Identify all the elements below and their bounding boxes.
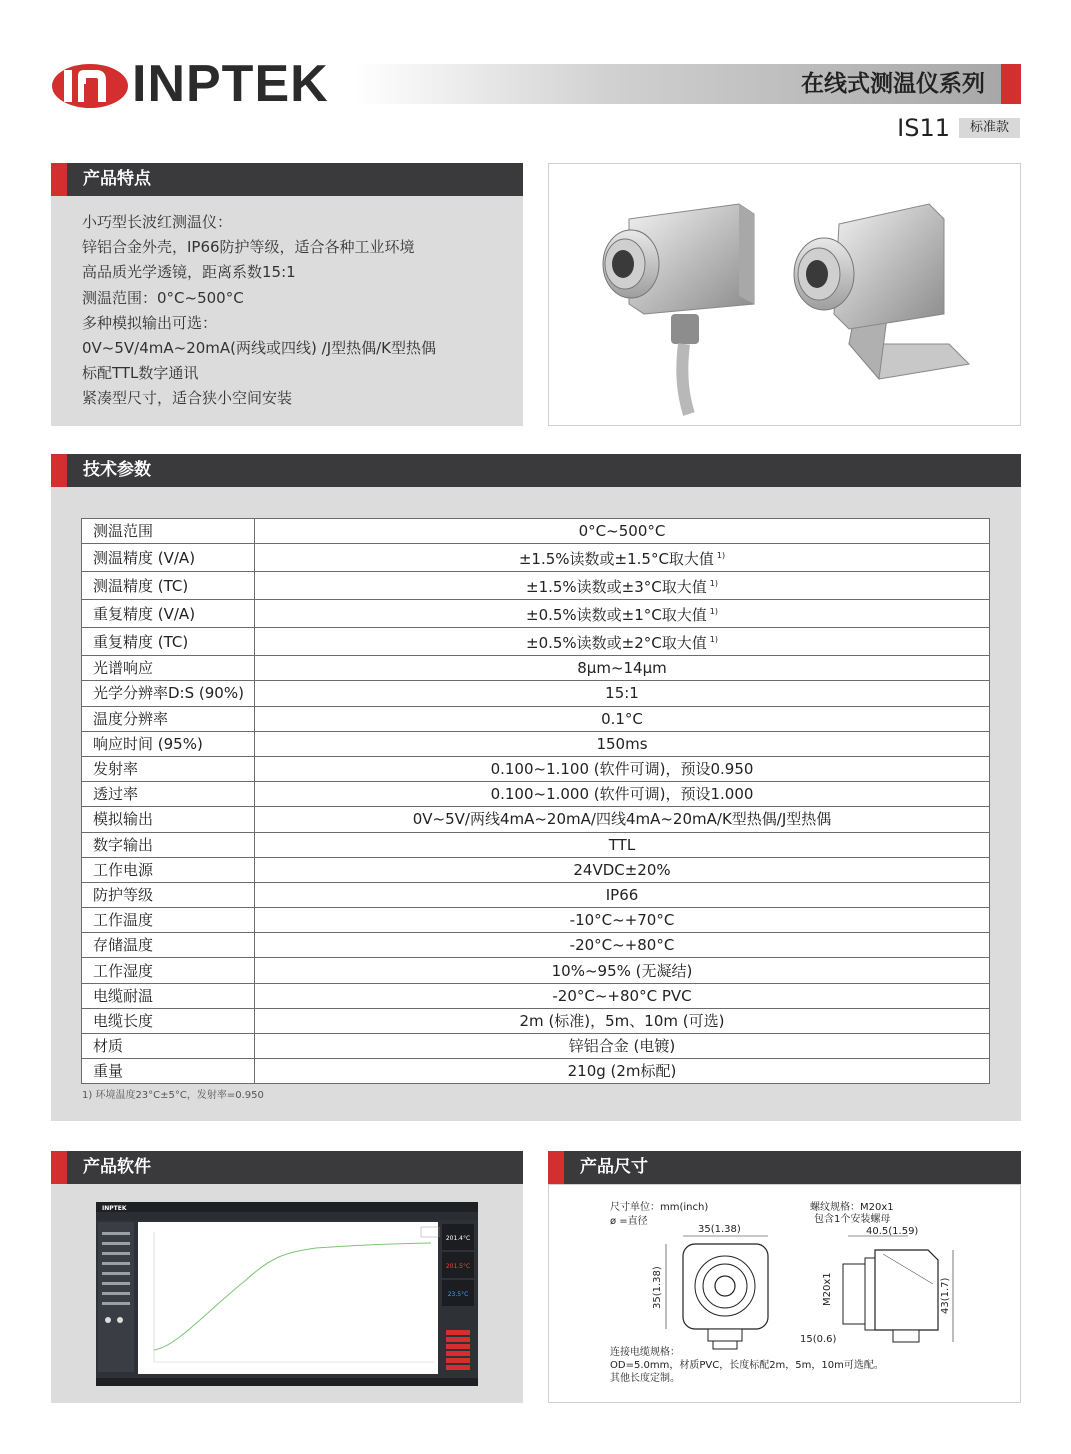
model-name: IS11 <box>897 114 950 142</box>
spec-value-text: 锌铝合金 (电镀) <box>568 1037 676 1056</box>
spec-label: 工作电源 <box>82 857 255 882</box>
brand-name: INPTEK <box>132 55 329 113</box>
spec-row <box>82 628 990 656</box>
software-reading-1: 201.4°C <box>445 1235 471 1242</box>
spec-value <box>255 756 990 781</box>
spec-row <box>82 958 990 983</box>
spec-label: 电缆耐温 <box>82 983 255 1008</box>
spec-value <box>255 572 990 600</box>
spec-row <box>82 983 990 1008</box>
spec-footnote-ref: 1) <box>709 607 718 617</box>
spec-row <box>82 1034 990 1059</box>
spec-label: 模拟输出 <box>82 807 255 832</box>
spec-label: 工作温度 <box>82 908 255 933</box>
spec-row <box>82 832 990 857</box>
dim-nut-note: 包含1个安装螺母 <box>814 1214 891 1225</box>
dim-depth-label: 40.5(1.59) <box>866 1226 919 1237</box>
spec-value-text: 0V~5V/两线4mA~20mA/四线4mA~20mA/K型热偶/J型热偶 <box>412 810 832 829</box>
header-accent <box>1001 64 1021 104</box>
spec-value-text: 0.100~1.000 (软件可调)，预设1.000 <box>490 785 754 804</box>
section-accent <box>51 454 67 487</box>
dim-thread-label: M20x1 <box>822 1272 833 1306</box>
spec-row <box>82 706 990 731</box>
spec-label: 存储温度 <box>82 933 255 958</box>
inptek-logo-icon <box>50 58 130 114</box>
spec-value-text: -20°C~+80°C PVC <box>552 986 692 1005</box>
spec-value <box>255 681 990 706</box>
spec-value <box>255 782 990 807</box>
feature-item: 锌铝合金外壳，IP66防护等级，适合各种工业环境 <box>82 238 415 257</box>
spec-label: 测温精度 (V/A) <box>82 544 255 572</box>
spec-label: 测温范围 <box>82 519 255 544</box>
spec-footnote-ref: 1) <box>716 551 726 561</box>
spec-value-text: ±0.5%读数或±1°C取大值 <box>526 606 707 625</box>
cable-title: 连接电缆规格： <box>610 1347 680 1358</box>
spec-value <box>255 958 990 983</box>
spec-label: 重复精度 (V/A) <box>82 600 255 628</box>
dimensions-header <box>548 1151 1021 1184</box>
software-window-illustration <box>96 1202 478 1386</box>
model-badge: 标准款 <box>959 118 1020 138</box>
spec-value <box>255 544 990 572</box>
sensor-product-illustration <box>549 164 1020 425</box>
dim-unit-note: 尺寸单位：mm(inch) <box>610 1202 709 1213</box>
spec-label: 响应时间 (95%) <box>82 731 255 756</box>
spec-value-text: -20°C~+80°C <box>569 936 675 955</box>
spec-label: 材质 <box>82 1034 255 1059</box>
spec-value-text: TTL <box>608 835 636 854</box>
dimensions-title: 产品尺寸 <box>580 1157 648 1177</box>
spec-value-text: 24VDC±20% <box>573 860 671 879</box>
spec-value <box>255 628 990 656</box>
feature-item: 多种模拟输出可选： <box>82 313 218 332</box>
spec-value <box>255 983 990 1008</box>
feature-item: 紧凑型尺寸，适合狭小空间安装 <box>82 389 293 408</box>
spec-row <box>82 908 990 933</box>
spec-footnote-ref: 1) <box>709 635 718 645</box>
specs-title: 技术参数 <box>83 460 151 480</box>
dim-thread-length-label: 15(0.6) <box>800 1334 837 1345</box>
spec-label: 发射率 <box>82 756 255 781</box>
spec-value <box>255 656 990 681</box>
cable-spec: OD=5.0mm，材质PVC，长度标配2m，5m，10m可选配。 <box>610 1360 884 1371</box>
spec-value-text: 15:1 <box>605 684 639 703</box>
section-accent <box>548 1151 564 1184</box>
feature-item: 测温范围：0°C~500°C <box>82 288 244 307</box>
spec-label: 温度分辨率 <box>82 706 255 731</box>
features-list <box>82 210 436 412</box>
spec-value <box>255 519 990 544</box>
product-photo <box>548 163 1021 426</box>
spec-value <box>255 807 990 832</box>
spec-row <box>82 1059 990 1084</box>
spec-value-text: IP66 <box>605 885 639 904</box>
spec-label: 工作湿度 <box>82 958 255 983</box>
features-title: 产品特点 <box>83 169 151 189</box>
spec-row <box>82 731 990 756</box>
spec-row <box>82 656 990 681</box>
spec-value-text: 8μm~14μm <box>577 659 667 678</box>
spec-row <box>82 681 990 706</box>
specs-header <box>51 454 1021 487</box>
spec-value-text: 10%~95% (无凝结) <box>551 961 693 980</box>
spec-value <box>255 1034 990 1059</box>
spec-value-text: 210g (2m标配) <box>567 1062 677 1081</box>
spec-label: 透过率 <box>82 782 255 807</box>
spec-value <box>255 933 990 958</box>
spec-value <box>255 1059 990 1084</box>
spec-row <box>82 600 990 628</box>
spec-value-text: 0.1°C <box>601 709 643 728</box>
spec-value <box>255 882 990 907</box>
dim-total-height-label: 43(1.7) <box>940 1277 951 1314</box>
spec-label: 数字输出 <box>82 832 255 857</box>
spec-row <box>82 544 990 572</box>
spec-row <box>82 572 990 600</box>
spec-label: 重复精度 (TC) <box>82 628 255 656</box>
cable-custom: 其他长度定制。 <box>610 1373 680 1384</box>
spec-value-text: ±1.5%读数或±3°C取大值 <box>526 578 707 597</box>
spec-row <box>82 782 990 807</box>
dim-diameter-note: ø =直径 <box>610 1216 648 1227</box>
spec-row <box>82 933 990 958</box>
spec-label: 电缆长度 <box>82 1008 255 1033</box>
spec-row <box>82 1008 990 1033</box>
software-brand: INPTEK <box>102 1205 127 1212</box>
spec-row <box>82 882 990 907</box>
spec-label: 光谱响应 <box>82 656 255 681</box>
dimension-drawing <box>548 1184 1021 1403</box>
spec-value-text: 0.100~1.100 (软件可调)，预设0.950 <box>490 760 754 779</box>
feature-item: 小巧型长波红测温仪： <box>82 213 233 231</box>
software-reading-2: 201.5°C <box>445 1263 471 1270</box>
section-accent <box>51 163 67 196</box>
spec-label: 测温精度 (TC) <box>82 572 255 600</box>
software-title: 产品软件 <box>83 1157 151 1177</box>
spec-value-text: ±1.5%读数或±1.5°C取大值 <box>518 550 714 569</box>
series-title: 在线式测温仪系列 <box>801 71 985 97</box>
spec-table <box>81 518 990 1084</box>
feature-item: 高品质光学透镜，距离系数15:1 <box>82 263 296 282</box>
spec-value <box>255 600 990 628</box>
spec-label: 重量 <box>82 1059 255 1084</box>
spec-value <box>255 832 990 857</box>
spec-footnote-ref: 1) <box>709 579 718 589</box>
spec-value <box>255 706 990 731</box>
features-header <box>51 163 523 196</box>
spec-value-text: 2m (标准)，5m、10m (可选) <box>519 1011 725 1030</box>
spec-row <box>82 807 990 832</box>
dim-thread-spec: 螺纹规格：M20x1 <box>810 1202 894 1213</box>
software-reading-3: 23.5°C <box>447 1291 469 1298</box>
dim-width-label: 35(1.38) <box>698 1224 741 1235</box>
dim-height-label: 35(1.38) <box>652 1266 663 1309</box>
feature-item: 0V~5V/4mA~20mA(两线或四线) /J型热偶/K型热偶 <box>82 339 437 358</box>
spec-value <box>255 908 990 933</box>
spec-value-text: ±0.5%读数或±2°C取大值 <box>526 634 707 653</box>
spec-value-text: 0°C~500°C <box>578 522 666 541</box>
spec-label: 防护等级 <box>82 882 255 907</box>
spec-label: 光学分辨率D:S (90%) <box>82 681 255 706</box>
spec-value-text: -10°C~+70°C <box>569 911 675 930</box>
spec-value <box>255 731 990 756</box>
spec-value <box>255 857 990 882</box>
spec-row <box>82 857 990 882</box>
software-screenshot <box>96 1202 478 1386</box>
section-accent <box>51 1151 67 1184</box>
spec-value-text: 150ms <box>596 734 648 753</box>
feature-item: 标配TTL数字通讯 <box>82 364 199 383</box>
spec-row <box>82 756 990 781</box>
software-header <box>51 1151 523 1184</box>
spec-footnote: 1) 环境温度23°C±5°C，发射率=0.950 <box>82 1090 264 1101</box>
spec-value <box>255 1008 990 1033</box>
spec-row <box>82 519 990 544</box>
